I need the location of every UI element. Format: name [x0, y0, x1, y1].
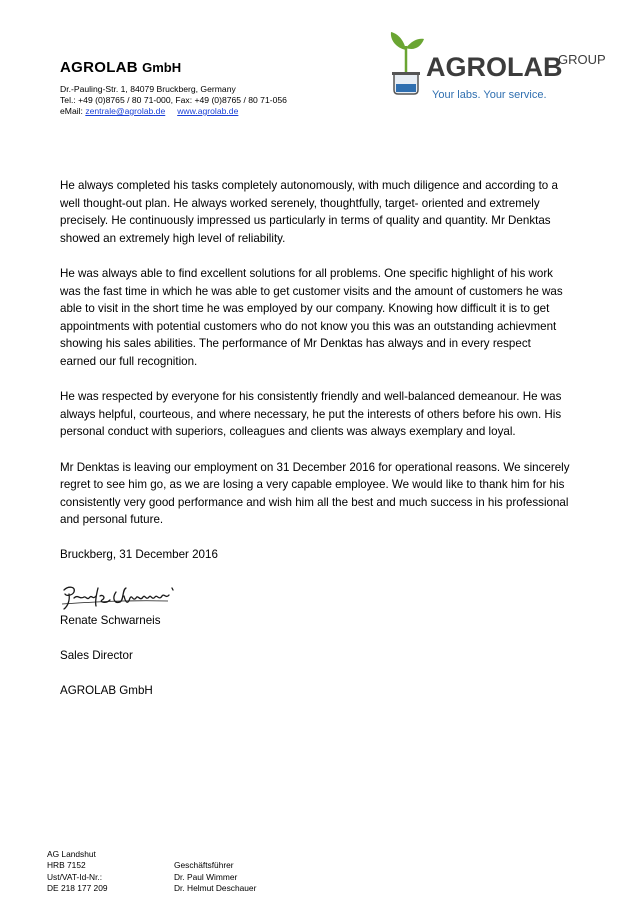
company-name: AGROLAB — [60, 59, 138, 76]
agrolab-group-logo — [384, 24, 614, 104]
address-line: Dr.-Pauling-Str. 1, 84079 Bruckberg, Germany — [60, 84, 236, 94]
footer-line: Dr. Paul Wimmer — [174, 871, 238, 882]
letter-body — [60, 177, 570, 717]
footer-line: Geschäftsführer — [174, 860, 234, 871]
email-link[interactable]: zentrale@agrolab.de — [85, 106, 166, 116]
signer-name: Renate Schwarneis — [60, 613, 161, 627]
footer-line — [174, 849, 256, 860]
phone-fax-line: Tel.: +49 (0)8765 / 80 71-000, Fax: +49 (0)8765 / 80 71-056 — [60, 95, 287, 105]
footer-line: AG Landshut — [47, 849, 96, 859]
company-heading — [60, 59, 181, 76]
letter-paragraph: He always completed his tasks completely autonomously, with much diligence and according to a well thought-out plan. He always worked serenely, thoughtfully, target- oriented and extremely precisely. He continuously impressed us particularly in terms of quality and quantity. Mr Denktas showed an extremely high level of reliability. — [60, 179, 558, 245]
logo-wordmark: AGROLAB — [426, 52, 563, 82]
email-label: eMail: — [60, 106, 83, 116]
signer-company: AGROLAB GmbH — [60, 684, 153, 698]
footer-line: Dr. Helmut Deschauer — [174, 883, 257, 894]
letter-paragraph: Mr Denktas is leaving our employment on 31 December 2016 for operational reasons. We sincerely regret to see him go, as we are losing a very capable employee. We would like to thank him for his consistently very good performance and wish him all the best and much success in his professional and personal future. — [60, 460, 570, 527]
website-link[interactable]: www.agrolab.de — [177, 106, 239, 116]
footer-registration — [47, 849, 108, 895]
letter-paragraph: He was respected by everyone for his consistently friendly and well-balanced demeanour. He was always helpful, courteous, and where necessary, he put the interests of others before his own. His personal conduct with superiors, colleagues and clients was always exemplary and loyal. — [60, 390, 562, 439]
handwritten-signature — [60, 582, 180, 612]
footer-line: DE 218 177 209 — [47, 883, 108, 894]
logo-group-text: GROUP — [558, 52, 606, 67]
company-suffix: GmbH — [142, 60, 182, 75]
footer-management — [174, 849, 256, 895]
signer-title: Sales Director — [60, 648, 133, 662]
place-and-date: Bruckberg, 31 December 2016 — [60, 548, 218, 562]
plant-flask-icon — [391, 32, 424, 94]
contact-line — [60, 106, 287, 117]
footer-line: HRB 7152 — [47, 860, 86, 871]
letter-paragraph: He was always able to find excellent solutions for all problems. One specific highlight of his work was the fast time in which he was able to get customer visits and the amount of customers he was able to visit in the short time he was employed by our company. Knowing how difficult it is to get appointments with potential customers who do not know you this was an outstanding achievment showing his sales abilities. The performance of Mr Denktas has always and in every respect earned our full recognition. — [60, 266, 563, 368]
logo-tagline: Your labs. Your service. — [432, 89, 547, 101]
footer-line: Ust/VAT-Id-Nr.: — [47, 871, 103, 882]
address-block — [60, 84, 287, 117]
